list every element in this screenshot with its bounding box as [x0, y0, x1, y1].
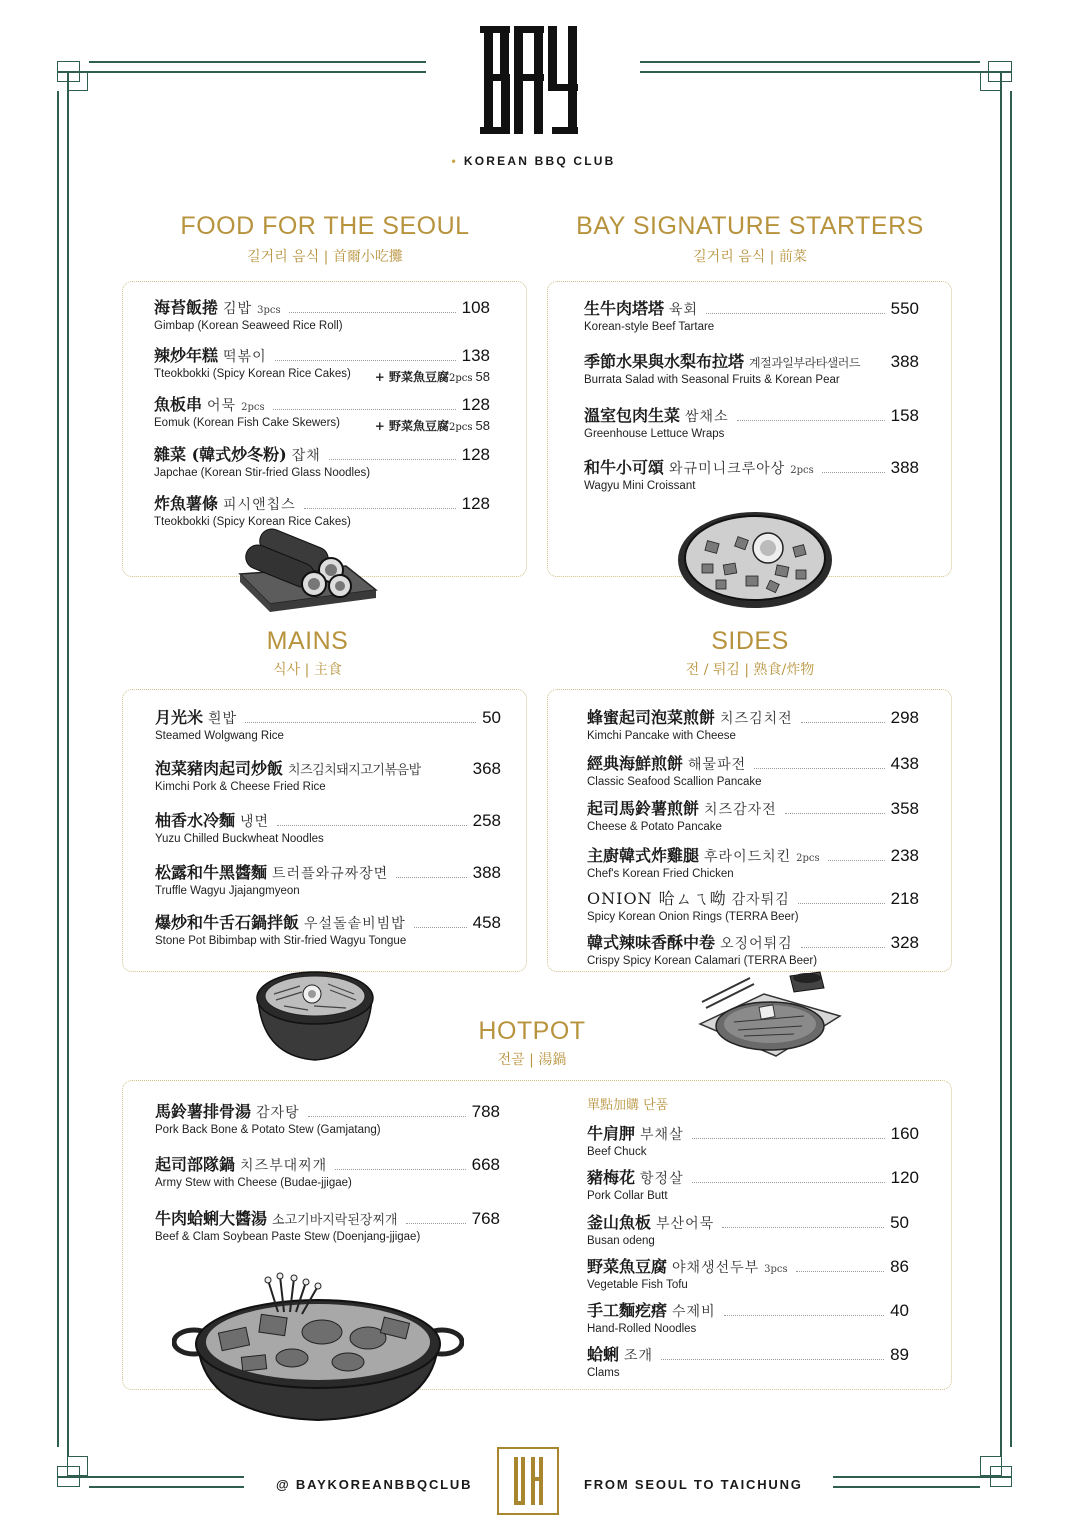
menu-item	[584, 403, 919, 440]
item-name-english: Kimchi Pork & Cheese Fried Rice	[155, 781, 326, 793]
dot-leader	[275, 360, 456, 361]
section-subtitle-food-for-seoul: 길거리 음식 | 首爾小吃攤	[247, 249, 403, 265]
price: 768	[471, 1209, 500, 1228]
item-name-chinese: 馬鈴薯排骨湯	[155, 1102, 252, 1121]
item-title-row	[155, 1206, 500, 1229]
frame-bottom-outer-left	[89, 1486, 244, 1488]
price: 40	[890, 1301, 909, 1320]
yukhoe-bowl-illustration	[676, 508, 834, 610]
logo-letter-b	[480, 26, 510, 134]
item-name-chinese: 韓式辣味香酥中卷	[587, 933, 716, 952]
item-name-korean: 흰밥	[208, 711, 238, 727]
dot-leader	[706, 313, 885, 314]
menu-item	[587, 705, 919, 742]
price: 50	[482, 708, 501, 727]
bullet-dot: •	[451, 154, 458, 168]
pajeon-pancake-illustration	[694, 966, 846, 1062]
item-name-english: Korean-style Beef Tartare	[584, 321, 715, 333]
dot-leader	[661, 1359, 884, 1360]
item-title-row	[154, 392, 490, 415]
frame-bottom-inner-left	[57, 1476, 244, 1478]
item-name-chinese: 辣炒年糕	[154, 346, 219, 365]
item-name-chinese: 手工麵疙瘩	[587, 1301, 668, 1320]
price: 218	[890, 889, 919, 908]
item-title-row	[587, 1298, 909, 1321]
item-name-chinese: 魚板串	[154, 395, 203, 414]
price: 50	[890, 1213, 909, 1232]
logo-letter-a	[514, 26, 544, 134]
item-title-row	[587, 1210, 909, 1233]
bibimbap-stone-pot-illustration	[254, 964, 376, 1064]
menu-item	[587, 1298, 909, 1335]
item-name-chinese: 起司部隊鍋	[155, 1155, 236, 1174]
piece-count: 2pcs	[796, 853, 820, 864]
dot-leader	[724, 1315, 884, 1316]
item-name-english: Classic Seafood Scallion Pancake	[587, 776, 762, 788]
price: 328	[890, 933, 919, 952]
price: 108	[461, 298, 490, 317]
item-title-row	[587, 751, 919, 774]
menu-item	[584, 455, 919, 492]
section-title-hotpot: HOTPOT	[478, 1017, 586, 1045]
price: 138	[461, 346, 490, 365]
item-text: + 野菜魚豆腐	[374, 419, 450, 433]
frame-bottom-inner-right	[833, 1476, 1012, 1478]
price: 128	[461, 395, 490, 414]
menu-item	[587, 886, 919, 923]
item-title-row	[154, 343, 490, 366]
tagline: • KOREAN BBQ CLUB	[451, 154, 616, 168]
menu-item	[155, 1099, 500, 1136]
dot-leader	[396, 877, 466, 878]
price: 158	[890, 406, 919, 425]
dot-leader	[785, 813, 885, 814]
item-title-row	[154, 295, 490, 318]
item-name-english: Hand-Rolled Noodles	[587, 1323, 697, 1335]
item-name-chinese: ONION 哈ㄙㄟ呦	[587, 889, 727, 908]
item-title-row	[155, 910, 501, 933]
menu-item	[587, 1342, 909, 1379]
item-name-korean: 트러플와규짜장면	[272, 866, 389, 882]
frame-top-outer-left	[89, 61, 426, 63]
item-title-row	[587, 1121, 919, 1144]
corner-ornament-tr-2	[980, 71, 1002, 91]
item-name-english: Spicy Korean Onion Rings (TERRA Beer)	[587, 911, 799, 923]
item-name-english: Clams	[587, 1367, 620, 1379]
item-name-korean: 항정살	[640, 1171, 684, 1187]
item-name-chinese: 海苔飯捲	[154, 298, 219, 317]
item-name-english: Tteokbokki (Spicy Korean Rice Cakes)	[154, 516, 351, 528]
addon-piece-count: 2pcs	[449, 422, 473, 433]
item-name-korean: 쌈채소	[685, 409, 729, 425]
piece-count: 2pcs	[241, 402, 265, 413]
menu-item	[154, 295, 490, 332]
price: 86	[890, 1257, 909, 1276]
price: 550	[890, 299, 919, 318]
item-name-korean: 잡채	[291, 448, 321, 464]
section-title-signature-starters: BAY SIGNATURE STARTERS	[576, 212, 924, 240]
menu-item	[587, 1254, 909, 1291]
piece-count: 3pcs	[764, 1264, 788, 1275]
menu-item	[154, 442, 490, 479]
section-subtitle-hotpot: 전골 | 湯鍋	[497, 1052, 567, 1068]
item-name-chinese: 季節水果與水梨布拉塔	[584, 352, 745, 371]
price: 89	[890, 1345, 909, 1364]
addon-price: 58	[475, 418, 490, 433]
item-name-korean: 부채살	[640, 1127, 684, 1143]
dot-leader	[329, 459, 456, 460]
item-name-english: Pork Back Bone & Potato Stew (Gamjatang)	[155, 1124, 381, 1136]
item-name-english: Greenhouse Lettuce Wraps	[584, 428, 725, 440]
dot-leader	[692, 1182, 885, 1183]
item-name-english: Kimchi Pancake with Cheese	[587, 730, 736, 742]
dot-leader	[822, 472, 885, 473]
item-name-english: Beef Chuck	[587, 1146, 647, 1158]
menu-item	[154, 392, 490, 434]
menu-item	[155, 1152, 500, 1189]
item-title-row	[584, 403, 919, 426]
item-name-english: Gimbap (Korean Seaweed Rice Roll)	[154, 320, 343, 332]
menu-item	[155, 1206, 500, 1243]
addon-option	[375, 368, 490, 385]
item-name-korean: 오징어튀김	[720, 936, 793, 952]
menu-item	[587, 751, 919, 788]
menu-item	[587, 1210, 909, 1247]
frame-right-outer	[1010, 91, 1012, 1447]
item-name-korean: 부산어묵	[656, 1216, 715, 1232]
instagram-handle[interactable]: @ BAYKOREANBBQCLUB	[276, 1477, 473, 1492]
menu-item	[587, 796, 919, 833]
item-name-chinese: 松露和牛黑醬麵	[155, 863, 268, 882]
item-name-korean: 치즈김치돼지고기볶음밥	[288, 763, 421, 778]
price: 388	[890, 352, 919, 371]
section-title-mains: MAINS	[266, 627, 349, 655]
item-name-english	[154, 368, 490, 385]
price: 238	[890, 846, 919, 865]
item-name-chinese: 起司馬鈴薯煎餅	[587, 799, 700, 818]
bay-monogram-icon	[499, 1449, 557, 1513]
item-name-chinese: 牛肩胛	[587, 1124, 636, 1143]
item-name-english: Crispy Spicy Korean Calamari (TERRA Beer)	[587, 955, 818, 967]
menu-item	[587, 1121, 919, 1158]
item-title-row	[587, 1165, 919, 1188]
item-name-chinese: 主廚韓式炸雞腿	[587, 846, 700, 865]
item-name-english	[154, 417, 490, 434]
menu-item	[155, 808, 501, 845]
section-subtitle-sides: 전 / 튀김 | 熟食/炸物	[685, 662, 815, 678]
item-title-row	[155, 1152, 500, 1175]
item-name-korean: 수제비	[672, 1304, 716, 1320]
item-title-row	[155, 756, 501, 779]
price: 368	[472, 759, 501, 778]
frame-left-inner	[67, 71, 69, 1457]
dot-leader	[414, 927, 467, 928]
menu-item	[587, 1165, 919, 1202]
item-name-korean: 육회	[669, 302, 699, 318]
a-la-carte-title: 單點加購 단품	[587, 1098, 669, 1113]
price: 258	[472, 811, 501, 830]
item-name-korean: 피시앤칩스	[223, 497, 296, 513]
dot-leader	[308, 1116, 466, 1117]
item-name-chinese: 雜菜 (韓式炒冬粉)	[154, 445, 287, 464]
item-name-korean: 감자튀김	[731, 892, 790, 908]
price: 160	[890, 1124, 919, 1143]
dot-leader	[754, 768, 885, 769]
dot-leader	[828, 860, 885, 861]
footer-bay-logo	[497, 1447, 559, 1515]
item-title-row	[155, 808, 501, 831]
logo-letter-y	[548, 26, 578, 134]
menu-item	[584, 349, 919, 386]
item-name-chinese: 生牛肉塔塔	[584, 299, 665, 318]
menu-item	[155, 860, 501, 897]
item-name-korean: 치즈감자전	[704, 802, 777, 818]
price: 388	[472, 863, 501, 882]
menu-item	[154, 343, 490, 385]
item-title-row	[155, 860, 501, 883]
item-name-english: Army Stew with Cheese (Budae-jjigae)	[155, 1177, 352, 1189]
gimbap-illustration	[236, 528, 378, 612]
item-name-chinese: 爆炒和牛舌石鍋拌飯	[155, 913, 300, 932]
dot-leader	[801, 722, 885, 723]
item-name-chinese: 月光米	[155, 708, 204, 727]
item-title-row	[584, 296, 919, 319]
price: 458	[472, 913, 501, 932]
menu-item	[587, 930, 919, 967]
item-title-row	[587, 843, 919, 866]
item-name-chinese: 和牛小可頌	[584, 458, 665, 477]
dot-leader	[273, 409, 456, 410]
frame-bottom-outer-right	[833, 1486, 980, 1488]
item-name-english: Yuzu Chilled Buckwheat Noodles	[155, 833, 324, 845]
corner-ornament-tl-2	[67, 71, 88, 91]
corner-ornament-bl-2	[67, 1456, 88, 1476]
item-title-row	[587, 705, 919, 728]
slogan: FROM SEOUL TO TAICHUNG	[584, 1477, 803, 1492]
dot-leader	[692, 1138, 885, 1139]
item-title-row	[155, 705, 501, 728]
menu-item	[155, 910, 501, 947]
item-name-korean: 치즈김치전	[720, 711, 793, 727]
item-name-english: Japchae (Korean Stir-fried Glass Noodles)	[154, 467, 371, 479]
item-name-korean: 떡볶이	[223, 349, 267, 365]
dot-leader	[277, 825, 467, 826]
item-name-english: Stone Pot Bibimbap with Stir-fried Wagyu Tongue	[155, 935, 407, 947]
dot-leader	[798, 903, 885, 904]
item-name-chinese: 釜山魚板	[587, 1213, 652, 1232]
item-name-chinese: 炸魚薯條	[154, 494, 219, 513]
menu-item	[155, 756, 501, 793]
dot-leader	[406, 1223, 466, 1224]
price: 358	[890, 799, 919, 818]
item-name-chinese: 豬梅花	[587, 1168, 636, 1187]
price: 298	[890, 708, 919, 727]
item-title-row	[154, 442, 490, 465]
frame-right-inner	[1000, 71, 1002, 1457]
menu-item	[154, 491, 490, 528]
addon-piece-count: 2pcs	[449, 373, 473, 384]
menu-item	[587, 843, 919, 880]
price: 668	[471, 1155, 500, 1174]
item-text: Eomuk (Korean Fish Cake Skewers)	[154, 417, 340, 429]
item-title-row	[587, 1342, 909, 1365]
dot-leader	[245, 722, 476, 723]
item-title-row	[584, 455, 919, 478]
item-name-korean: 후라이드치킨	[704, 849, 792, 865]
menu-item	[584, 296, 919, 333]
item-name-chinese: 牛肉蛤蜊大醬湯	[155, 1209, 268, 1228]
frame-top-inner-right	[640, 71, 1012, 73]
section-subtitle-signature-starters: 길거리 음식 | 前菜	[693, 249, 807, 265]
item-name-chinese: 蛤蜊	[587, 1345, 620, 1364]
item-name-korean: 감자탕	[256, 1105, 300, 1121]
section-title-food-for-seoul: FOOD FOR THE SEOUL	[180, 212, 470, 240]
item-name-korean: 와규미니크루아상	[669, 461, 786, 477]
dot-leader	[304, 508, 456, 509]
item-name-korean: 냉면	[240, 814, 270, 830]
item-name-korean: 조개	[624, 1348, 654, 1364]
price: 388	[890, 458, 919, 477]
item-name-korean: 계절과일부라타샐러드	[749, 356, 860, 370]
item-title-row	[154, 491, 490, 514]
frame-top-inner-left	[57, 71, 426, 73]
item-name-korean: 해물파전	[688, 757, 747, 773]
item-name-chinese: 泡菜豬肉起司炒飯	[155, 759, 284, 778]
item-name-english: Busan odeng	[587, 1235, 655, 1247]
item-title-row	[587, 1254, 909, 1277]
item-name-english: Pork Collar Butt	[587, 1190, 668, 1202]
dot-leader	[801, 947, 885, 948]
item-text: + 野菜魚豆腐	[374, 370, 450, 384]
item-name-english: Burrata Salad with Seasonal Fruits & Korean Pear	[584, 374, 840, 386]
item-title-row	[155, 1099, 500, 1122]
price: 128	[461, 494, 490, 513]
dot-leader	[289, 312, 456, 313]
item-name-korean: 어묵	[207, 398, 237, 414]
item-name-korean: 야채생선두부	[672, 1260, 760, 1276]
item-title-row	[587, 930, 919, 953]
frame-left-outer	[57, 91, 59, 1447]
corner-ornament-br-2	[980, 1456, 1002, 1476]
item-name-chinese: 柚香水冷麵	[155, 811, 236, 830]
item-title-row	[584, 349, 919, 372]
item-name-english: Cheese & Potato Pancake	[587, 821, 722, 833]
addon-option	[375, 417, 490, 434]
price: 788	[471, 1102, 500, 1121]
item-name-chinese: 經典海鮮煎餅	[587, 754, 684, 773]
price: 128	[461, 445, 490, 464]
addon-price: 58	[475, 369, 490, 384]
item-name-korean: 치즈부대찌개	[240, 1158, 328, 1174]
frame-top-outer-right	[640, 61, 980, 63]
item-text: Tteokbokki (Spicy Korean Rice Cakes)	[154, 368, 351, 380]
piece-count: 2pcs	[790, 465, 814, 476]
dot-leader	[335, 1169, 465, 1170]
item-name-english: Vegetable Fish Tofu	[587, 1279, 688, 1291]
item-name-english: Steamed Wolgwang Rice	[155, 730, 284, 742]
item-name-chinese: 溫室包肉生菜	[584, 406, 681, 425]
price: 120	[890, 1168, 919, 1187]
item-title-row	[587, 796, 919, 819]
dot-leader	[722, 1227, 884, 1228]
item-name-english: Wagyu Mini Croissant	[584, 480, 696, 492]
item-name-chinese: 野菜魚豆腐	[587, 1257, 668, 1276]
dot-leader	[737, 420, 885, 421]
item-name-english: Truffle Wagyu Jjajangmyeon	[155, 885, 300, 897]
item-name-korean: 우설돌솥비빔밥	[304, 916, 406, 932]
item-name-english: Beef & Clam Soybean Paste Stew (Doenjang-jjigae)	[155, 1231, 421, 1243]
item-name-english: Chef's Korean Fried Chicken	[587, 868, 734, 880]
hotpot-illustration	[172, 1272, 464, 1424]
item-name-chinese: 蜂蜜起司泡菜煎餅	[587, 708, 716, 727]
section-title-sides: SIDES	[711, 627, 789, 655]
price: 438	[890, 754, 919, 773]
item-title-row	[587, 886, 919, 909]
dot-leader	[796, 1271, 884, 1272]
piece-count: 3pcs	[257, 305, 281, 316]
bay-logo	[480, 26, 578, 134]
item-name-korean: 김밥	[223, 301, 253, 317]
item-name-korean: 소고기바지락된장찌개	[272, 1213, 398, 1228]
menu-item	[155, 705, 501, 742]
section-subtitle-mains: 식사 | 主食	[273, 662, 342, 678]
